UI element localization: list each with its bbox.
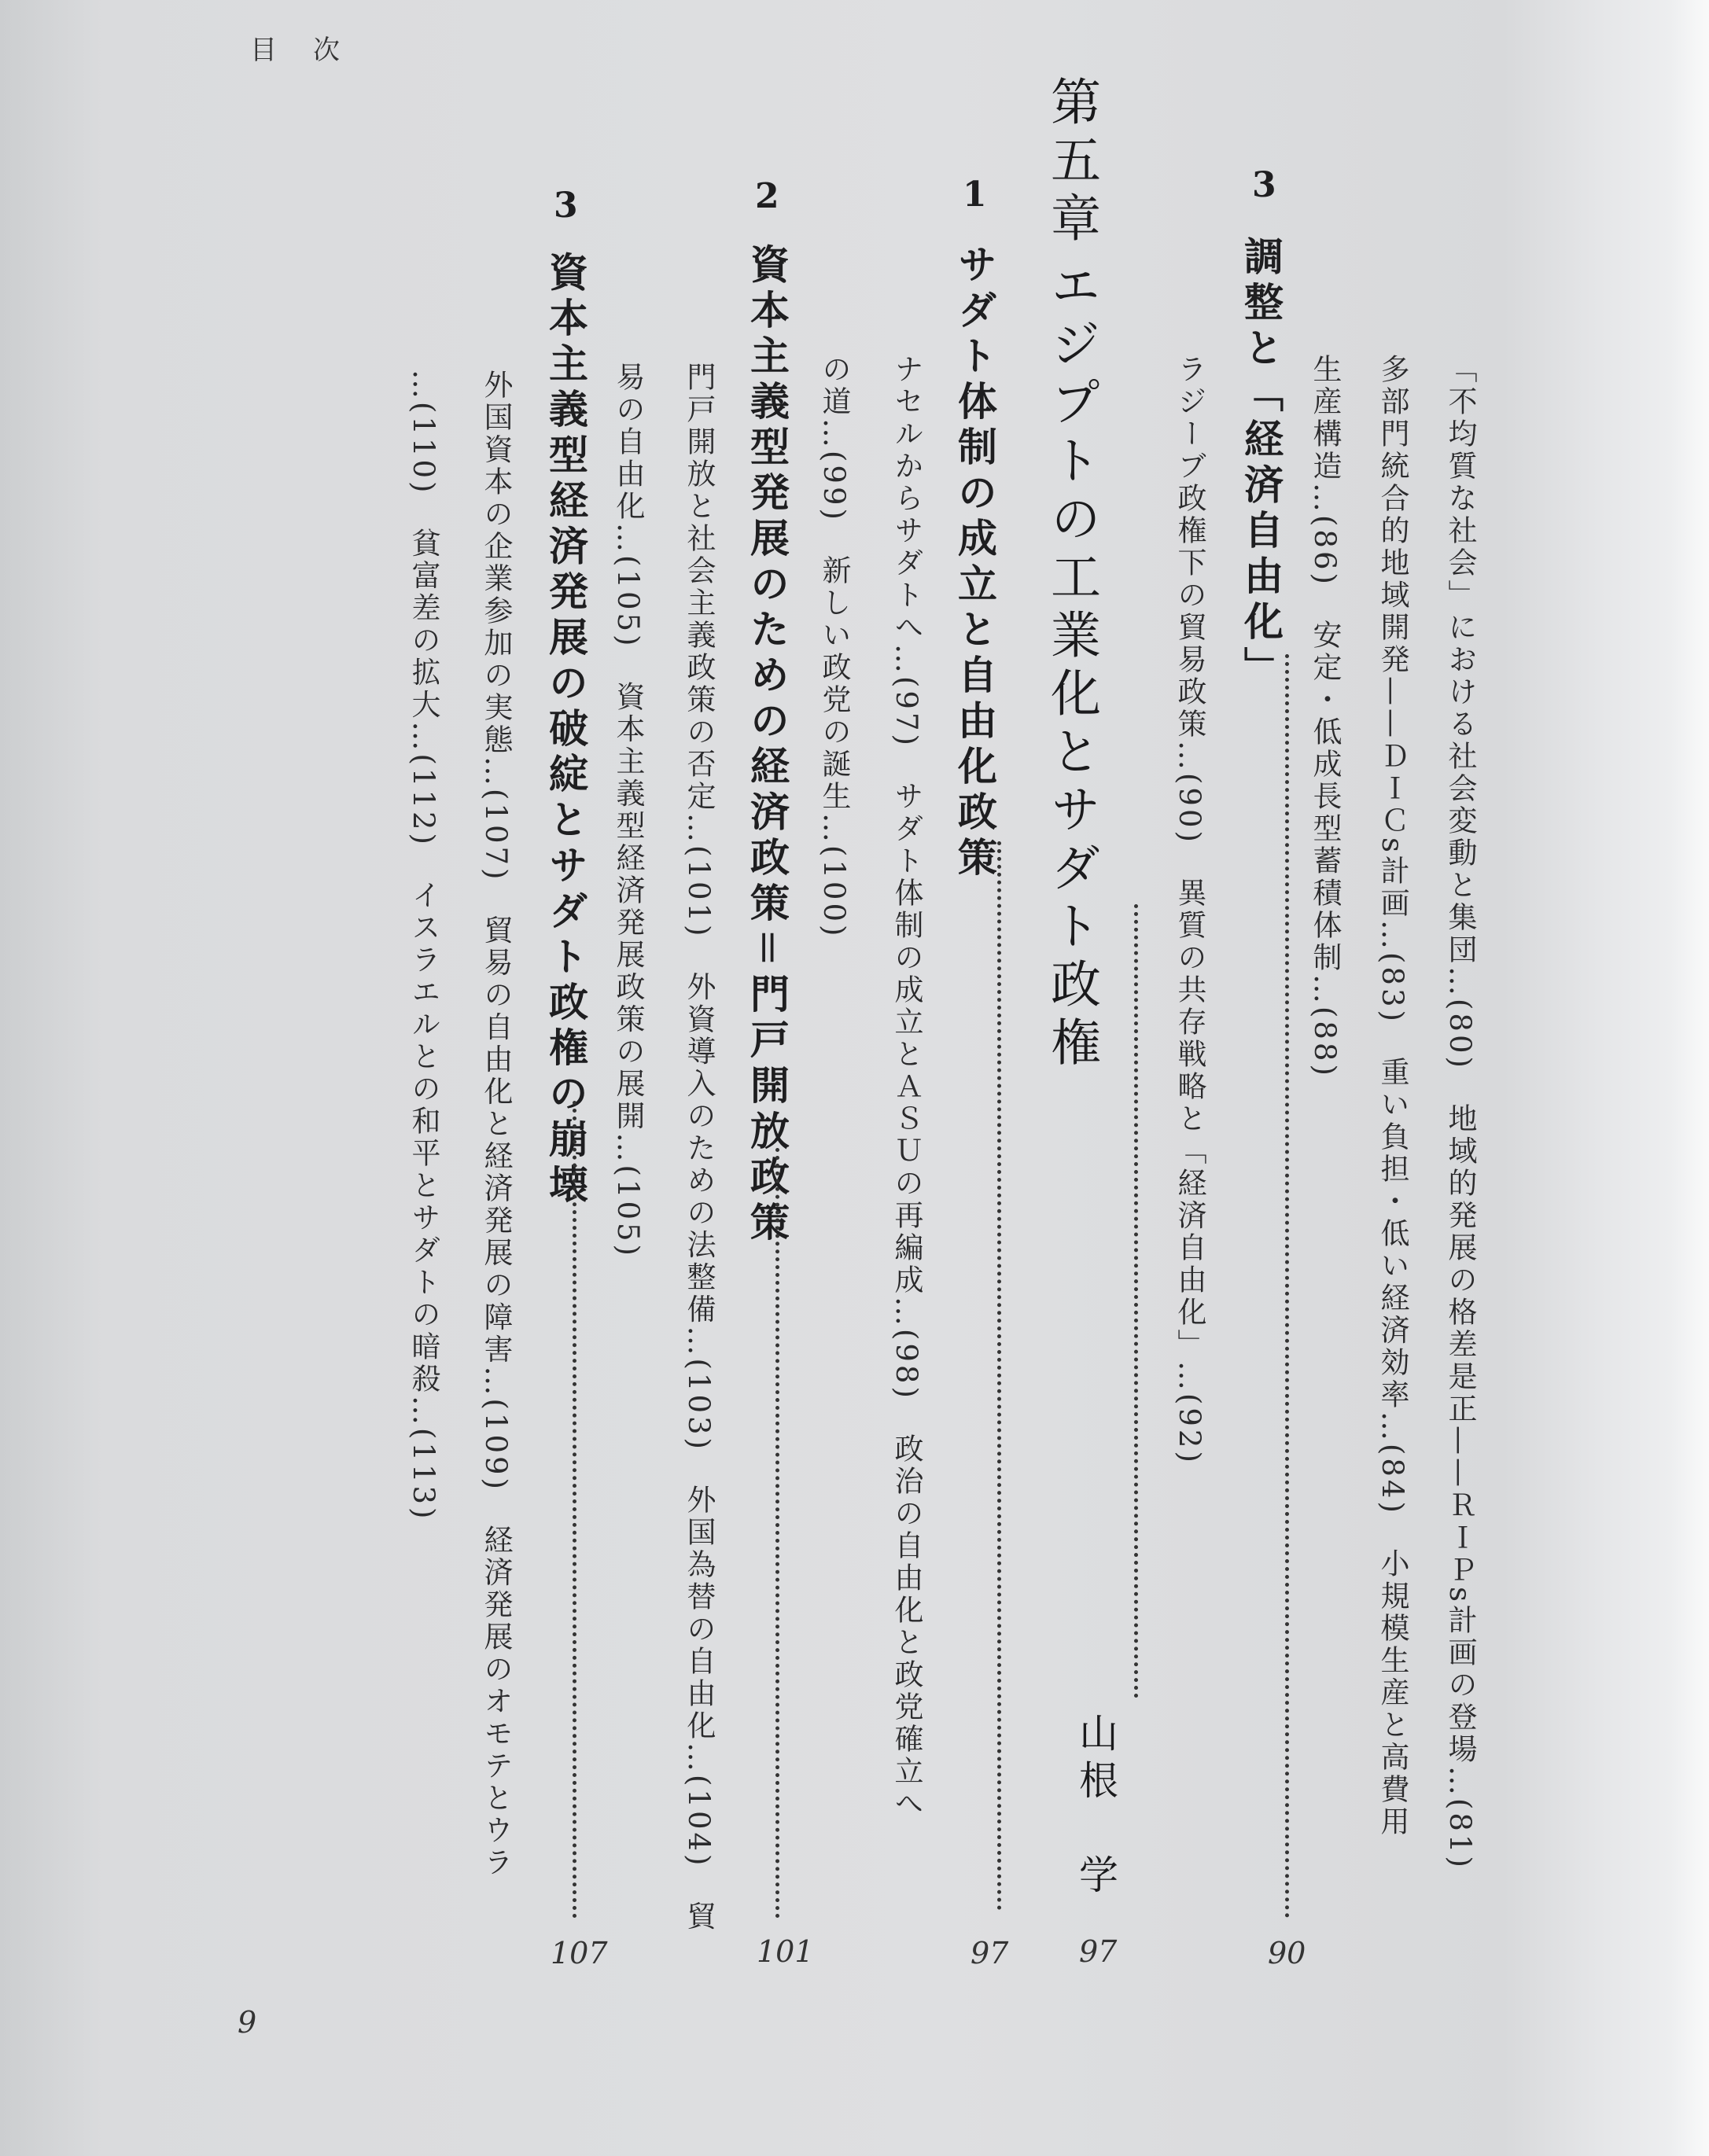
- toc-entry-line: 「不均質な社会」における社会変動と集団…(80) 地域的発展の格差是正——ＲＩＰs計画の登場…(81): [1443, 354, 1477, 1871]
- toc-entry-line: ラジーブ政権下の貿易政策…(90) 異質の共存戦略と「経済自由化」…(92): [1173, 354, 1206, 1466]
- section-page-number: 97: [971, 1936, 1009, 1970]
- section-title: 資本主義型発展のための経済政策＝門戸開放政策: [744, 244, 790, 1247]
- section-number: 3: [1252, 165, 1276, 205]
- running-header: 目次: [250, 35, 376, 66]
- page-edge-shadow: [1670, 0, 1709, 2156]
- chapter-label: 第五章: [1042, 75, 1100, 250]
- toc-entry-line: 易の自由化…(105) 資本主義型経済発展政策の展開…(105): [611, 362, 645, 1259]
- page-number: 9: [238, 2005, 257, 2040]
- chapter-title: エジプトの工業化とサダト政権: [1042, 259, 1100, 1074]
- section-number: 1: [963, 175, 987, 215]
- leader-dots: [1285, 654, 1289, 1919]
- leader-dots: [997, 841, 1001, 1911]
- leader-dots: [573, 1101, 576, 1919]
- chapter-author: 山根 学: [1073, 1713, 1118, 1901]
- toc-entry-line: 生産構造…(86) 安定・低成長型蓄積体制…(88): [1308, 354, 1342, 1079]
- section-title: 資本主義型経済発展の破綻とサダト政権の崩壊: [543, 252, 589, 1209]
- section-page-number: 90: [1268, 1936, 1306, 1970]
- section-number: 2: [755, 176, 779, 216]
- chapter-page-number: 97: [1079, 1934, 1118, 1969]
- toc-entry-line: …(110) 貧富差の拡大…(112) イスラエルとの和平とサダトの暗殺…(113): [407, 370, 440, 1522]
- leader-dots: [775, 1148, 779, 1919]
- leader-dots: [1134, 904, 1138, 1698]
- section-page-number: 101: [757, 1934, 814, 1969]
- section-page-number: 107: [551, 1936, 608, 1970]
- toc-entry-line: の道…(99) 新しい政党の誕生…(100): [817, 354, 851, 940]
- section-number: 3: [554, 186, 578, 226]
- section-title: 調整と「経済自由化」: [1238, 236, 1284, 692]
- toc-entry-line: 外国資本の企業参加の実態…(107) 貿易の自由化と経済発展の障害…(109) 経済発展のオモテとウラ: [479, 370, 513, 1879]
- section-title: サダト体制の成立と自由化政策: [952, 244, 998, 882]
- toc-entry-line: 多部門統合的地域開発——ＤＩＣs計画…(83) 重い負担・低い経済効率…(84) 小規模生産と高費用: [1376, 354, 1409, 1838]
- toc-entry-line: 門戸開放と社会主義政策の否定…(101) 外資導入のための法整備…(103) 外国為替の自由化…(104) 貿: [682, 362, 716, 1933]
- toc-entry-line: ナセルからサダトへ…(97) サダト体制の成立とＡＳＵの再編成…(98) 政治の自由化と政党確立へ: [889, 354, 923, 1820]
